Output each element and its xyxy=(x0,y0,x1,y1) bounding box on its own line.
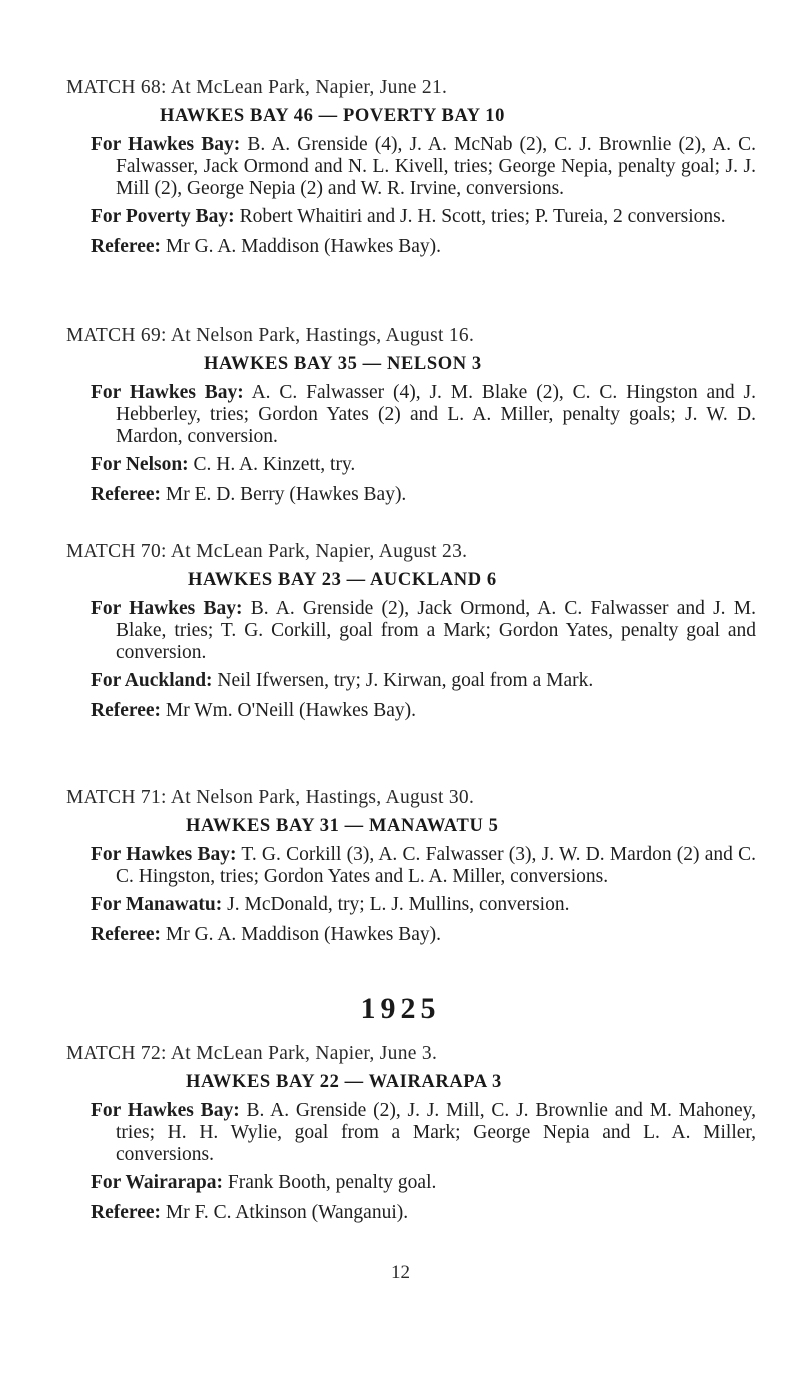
match-68 xyxy=(66,76,756,258)
match-70 xyxy=(66,540,756,722)
team-label: For Hawkes Bay: xyxy=(91,844,237,865)
home-scorers xyxy=(66,598,756,664)
match-result: HAWKES BAY 22 — WAIRARAPA 3 xyxy=(186,1072,502,1092)
scorers-text: Robert Whaitiri and J. H. Scott, tries; P. Tureia, 2 conversions. xyxy=(239,206,726,227)
team-label: For Hawkes Bay: xyxy=(91,598,243,619)
referee-name: Mr E. D. Berry (Hawkes Bay). xyxy=(165,484,407,505)
page-number: 12 xyxy=(391,1262,410,1283)
referee-label: Referee: xyxy=(91,700,161,721)
match-result: HAWKES BAY 31 — MANAWATU 5 xyxy=(186,816,499,836)
team-label: For Wairarapa: xyxy=(91,1172,223,1193)
referee-name: Mr G. A. Maddison (Hawkes Bay). xyxy=(165,236,442,257)
team-label: For Hawkes Bay: xyxy=(91,1100,240,1121)
referee-name: Mr F. C. Atkinson (Wanganui). xyxy=(165,1202,409,1223)
team-label: For Poverty Bay: xyxy=(91,206,235,227)
scorers-text: A. C. Falwasser (4), J. M. Blake (2), C. C. Hingston and J. Hebberley, tries; Gordon Yates (2) and L. A. Miller, penalty goals; J. W. D. Mardon, conversion. xyxy=(116,382,756,447)
team-label: For Manawatu: xyxy=(91,894,223,915)
referee-name: Mr G. A. Maddison (Hawkes Bay). xyxy=(165,924,442,945)
team-label: For Nelson: xyxy=(91,454,189,475)
team-label: For Auckland: xyxy=(91,670,213,691)
match-heading: MATCH 69: At Nelson Park, Hastings, August 16. xyxy=(66,325,475,346)
home-scorers xyxy=(66,844,756,888)
referee-line xyxy=(66,700,756,722)
away-scorers xyxy=(66,1172,756,1194)
scorers-text: Frank Booth, penalty goal. xyxy=(227,1172,437,1193)
scorers-text: T. G. Corkill (3), A. C. Falwasser (3), J. W. D. Mardon (2) and C. C. Hingston, tries; Gordon Yates and L. A. Miller, conversions. xyxy=(116,844,756,887)
away-scorers xyxy=(66,454,756,476)
match-71 xyxy=(66,786,756,946)
match-heading: MATCH 72: At McLean Park, Napier, June 3. xyxy=(66,1043,438,1064)
referee-label: Referee: xyxy=(91,924,161,945)
referee-label: Referee: xyxy=(91,236,161,257)
match-result: HAWKES BAY 46 — POVERTY BAY 10 xyxy=(160,106,505,126)
away-scorers xyxy=(66,206,756,228)
referee-line xyxy=(66,1202,756,1224)
scorers-text: B. A. Grenside (2), J. J. Mill, C. J. Brownlie and M. Mahoney, tries; H. H. Wylie, goal from a Mark; George Nepia and L. A. Miller, conversions. xyxy=(116,1100,756,1165)
home-scorers xyxy=(66,1100,756,1166)
match-result: HAWKES BAY 23 — AUCKLAND 6 xyxy=(188,570,497,590)
match-heading: MATCH 70: At McLean Park, Napier, August 23. xyxy=(66,541,468,562)
away-scorers xyxy=(66,670,756,692)
home-scorers xyxy=(66,382,756,448)
referee-line xyxy=(66,484,756,506)
scorers-text: J. McDonald, try; L. J. Mullins, conversion. xyxy=(227,894,570,915)
year-heading: 1925 xyxy=(360,992,441,1025)
home-scorers xyxy=(66,134,756,200)
referee-line xyxy=(66,236,756,258)
away-scorers xyxy=(66,894,756,916)
match-69 xyxy=(66,324,756,506)
scorers-text: B. A. Grenside (2), Jack Ormond, A. C. Falwasser and J. M. Blake, tries; T. G. Corkill, goal from a Mark; Gordon Yates, penalty goal and conversion. xyxy=(116,598,756,663)
scorers-text: C. H. A. Kinzett, try. xyxy=(193,454,356,475)
scorers-text: Neil Ifwersen, try; J. Kirwan, goal from a Mark. xyxy=(217,670,594,691)
referee-label: Referee: xyxy=(91,1202,161,1223)
referee-name: Mr Wm. O'Neill (Hawkes Bay). xyxy=(165,700,416,721)
scorers-text: B. A. Grenside (4), J. A. McNab (2), C. J. Brownlie (2), A. C. Falwasser, Jack Ormond and N. L. Kivell, tries; George Nepia, penalty goal; J. J. Mill (2), George Nepia (2) and W. R. Irvine, conversions. xyxy=(116,134,756,199)
match-72 xyxy=(66,1042,756,1224)
match-heading: MATCH 68: At McLean Park, Napier, June 21. xyxy=(66,77,448,98)
match-result: HAWKES BAY 35 — NELSON 3 xyxy=(204,354,482,374)
match-heading: MATCH 71: At Nelson Park, Hastings, August 30. xyxy=(66,787,475,808)
referee-line xyxy=(66,924,756,946)
referee-label: Referee: xyxy=(91,484,161,505)
team-label: For Hawkes Bay: xyxy=(91,134,241,155)
team-label: For Hawkes Bay: xyxy=(91,382,244,403)
